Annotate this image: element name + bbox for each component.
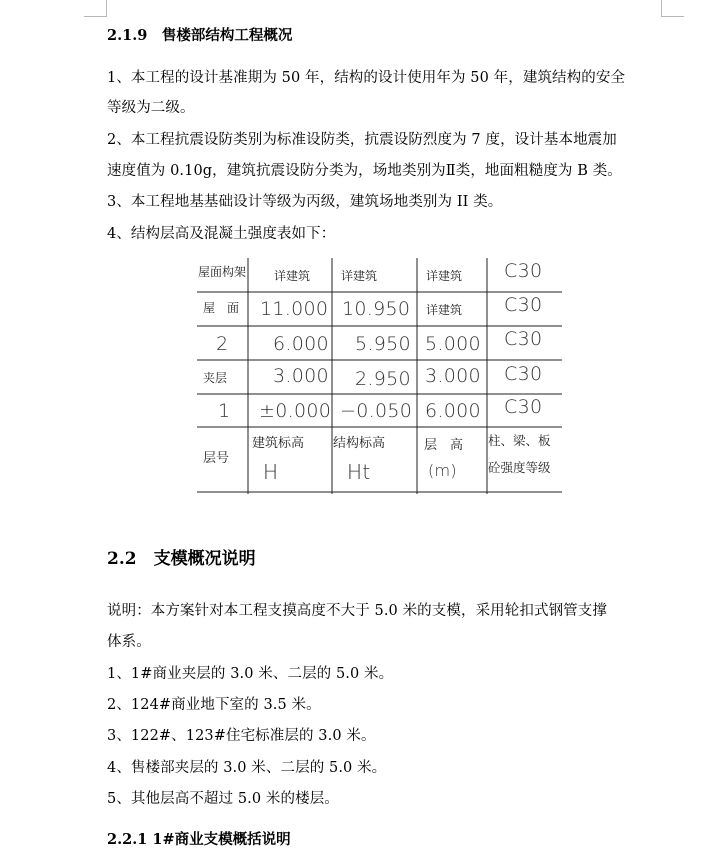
paragraph-line: 说明：本方案针对本工程支摸高度不大于 5.0 米的支模，采用轮扣式钢管支撑 xyxy=(107,603,607,619)
table-cell-grade: C30 xyxy=(504,396,543,418)
paragraph-line: 体系。 xyxy=(107,634,151,650)
table-header-building-elev: 建筑标高 xyxy=(252,436,305,451)
table-cell-grade: C30 xyxy=(504,363,543,385)
table-cell-grade: C30 xyxy=(504,328,543,350)
table-cell-grade: C30 xyxy=(504,260,543,282)
paragraph-line: 1、1#商业夹层的 3.0 米、二层的 5.0 米。 xyxy=(107,666,394,682)
table-cell-height: 详建筑 xyxy=(426,269,463,283)
paragraph-line: 2、124#商业地下室的 3.5 米。 xyxy=(107,697,321,713)
paragraph-line: 3、122#、123#住宅标准层的 3.0 米。 xyxy=(107,728,376,744)
table-header-grade-line2: 砼强度等级 xyxy=(488,460,551,475)
table-cell-floor: 夹层 xyxy=(203,371,228,385)
table-cell-structure-elev: 2.950 xyxy=(355,368,411,390)
table-cell-floor: 屋面构架 xyxy=(198,265,247,279)
table-cell-building-elev: 3.000 xyxy=(273,365,329,387)
section-2-1-9-heading: 2.1.9 售楼部结构工程概况 xyxy=(107,27,293,44)
table-cell-structure-elev: 10.950 xyxy=(342,298,411,320)
table-cell-height: 详建筑 xyxy=(426,303,463,317)
table-header-grade-line1: 柱、梁、板 xyxy=(488,433,551,448)
table-cell-height: 6.000 xyxy=(425,400,481,422)
table-cell-floor: 1 xyxy=(218,400,231,422)
section-2-2-1-heading: 2.2.1 1#商业支模概括说明 xyxy=(107,831,291,848)
paragraph-line: 4、售楼部夹层的 3.0 米、二层的 5.0 米。 xyxy=(107,760,387,776)
table-header-structure-elev: 结构标高 xyxy=(333,436,386,451)
section-2-2-heading: 2.2 支模概况说明 xyxy=(107,549,256,569)
paragraph-line: 2、本工程抗震设防类别为标准设防类，抗震设防烈度为 7 度，设计基本地震加 xyxy=(107,132,617,148)
table-cell-height: 5.000 xyxy=(425,333,481,355)
table-cell-floor: 屋 面 xyxy=(203,301,240,315)
paragraph-line: 速度值为 0.10g，建筑抗震设防分类为，场地类别为Ⅱ类，地面粗糙度为 B 类。 xyxy=(107,163,622,179)
paragraph-line: 5、其他层高不超过 5.0 米的楼层。 xyxy=(107,791,339,807)
table-cell-height: 3.000 xyxy=(425,365,481,387)
table-cell-building-elev: ±0.000 xyxy=(259,400,332,422)
paragraph-line: 4、结构层高及混凝土强度表如下： xyxy=(107,226,336,242)
table-cell-grade: C30 xyxy=(504,294,543,316)
table-cell-structure-elev: −0.050 xyxy=(340,400,413,422)
paragraph-line: 等级为二级。 xyxy=(107,100,195,116)
table-cell-floor: 2 xyxy=(216,333,229,355)
table-cell-structure-elev: 详建筑 xyxy=(341,269,378,283)
table-header-structure-elev-symbol: Ht xyxy=(347,460,371,484)
table-header-building-elev-symbol: H xyxy=(263,460,279,484)
paragraph-line: 1、本工程的设计基准期为 50 年，结构的设计使用年为 50 年，建筑结构的安全 xyxy=(107,70,626,86)
table-cell-building-elev: 详建筑 xyxy=(274,269,311,283)
table-header-floor: 层号 xyxy=(203,451,230,466)
table-header-height: 层 高 xyxy=(424,438,464,453)
paragraph-line: 3、本工程地基基础设计等级为丙级，建筑场地类别为 II 类。 xyxy=(107,194,503,210)
table-cell-building-elev: 6.000 xyxy=(273,333,329,355)
table-cell-structure-elev: 5.950 xyxy=(355,333,411,355)
table-cell-building-elev: 11.000 xyxy=(260,298,329,320)
table-header-height-unit: (m) xyxy=(428,461,457,480)
